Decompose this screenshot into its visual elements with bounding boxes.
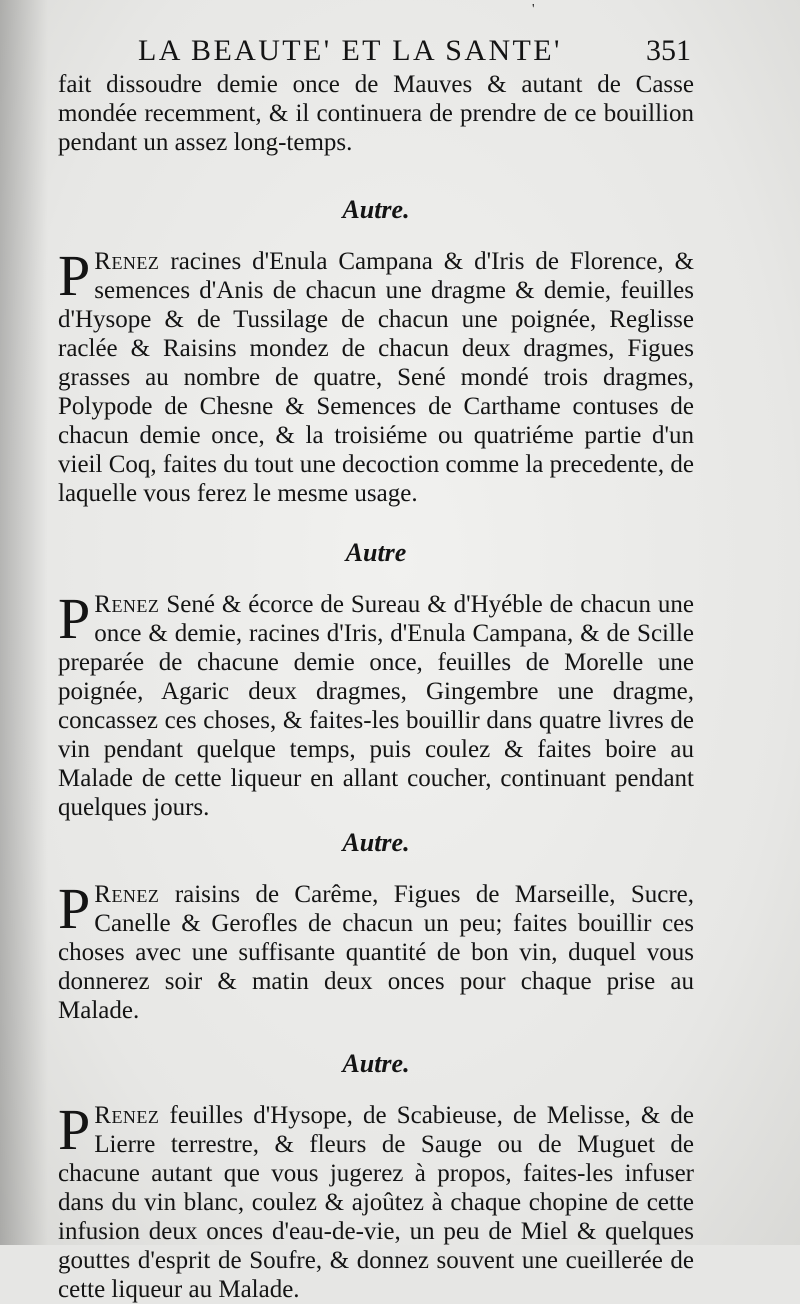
recipe-lead-word: Renez [94, 591, 160, 618]
recipe-1 [58, 195, 694, 508]
recipe-body: racines d'Enula Campana & d'Iris de Florence, & semences d'Anis de chacun une dragme & demie, feuilles d'Hysope & de Tussilage de chacun une poignée, Reglisse raclée & Raisins mondez de chacun deux dragmes, Figues grasses au nombre de quatre, Sené mondé trois dragmes, Polypode de Chesne & Semences de Carthame contuses de chacun demie once, & la troisiéme ou quatriéme partie d'un vieil Coq, faites du tout une decoction comme la precedente, de laquelle vous ferez le mesme usage. [58, 248, 695, 507]
recipe-lead-word: Renez [94, 1102, 160, 1129]
section-title: Autre. [342, 195, 410, 224]
recipe-text: P Renez racines d'Enula Campana & d'Iris de Florence, & semences d'Anis de chacun une dragme & demie, feuilles d'Hysope & de Tussilage de chacun une poignée, Reglisse raclée & Raisins mondez de chacun deux dragmes, Figues grasses au nombre de quatre, Sené mondé trois dragmes, Polypode de Chesne & Semences de Carthame contuses de chacun demie once, & la troisiéme ou quatriéme partie d'un vieil Coq, faites du tout une decoction comme la precedente, de laquelle vous ferez le mesme usage. [58, 243, 695, 507]
section-title: Autre [345, 538, 407, 567]
binding-shadow [0, 0, 48, 1245]
recipe-lead-word: Renez [94, 248, 160, 275]
recipe-text: P Renez raisins de Carême, Figues de Marseille, Sucre, Canelle & Gerofles de chacun un peu; faites bouillir ces choses avec une suffisante quantité de bon vin, duquel vous donnerez soir & matin deux onces pour chaque prise au Malade. [58, 876, 695, 1024]
page-body [58, 70, 694, 1304]
recipe-3 [58, 828, 694, 1025]
section-title: Autre. [342, 1049, 410, 1078]
continuation-text: fait dissoudre demie once de Mauves & autant de Casse mondée recemment, & il continuera de prendre de ce bouillion pendant un assez long-temps. [58, 71, 694, 156]
continuation-paragraph [58, 70, 694, 157]
recipe-text: P Renez Sené & écorce de Sureau & d'Hyéble de chacun une once & demie, racines d'Iris, d'Enula Campana, & de Scille preparée de chacune demie once, feuilles de Morelle une poignée, Agaric deux dragmes, Gingembre une dragme, concassez ces choses, & faites-les bouillir dans quatre livres de vin pendant quelque temps, puis coulez & faites boire au Malade de cette liqueur en allant coucher, continuant pendant quelques jours. [58, 586, 694, 821]
margin-mark: ' [532, 2, 535, 17]
recipe-body: Sené & écorce de Sureau & d'Hyéble de chacun une once & demie, racines d'Iris, d'Enula Campana, & de Scille preparée de chacune demie once, feuilles de Morelle une poignée, Agaric deux dragmes, Gingembre une dragme, concassez ces choses, & faites-les bouillir dans quatre livres de vin pendant quelque temps, puis coulez & faites boire au Malade de cette liqueur en allant coucher, continuant pendant quelques jours. [58, 591, 694, 821]
recipe-body: raisins de Carême, Figues de Marseille, Sucre, Canelle & Gerofles de chacun un peu; faites bouillir ces choses avec une suffisante quantité de bon vin, duquel vous donnerez soir & matin deux onces pour chaque prise au Malade. [58, 881, 695, 1024]
page-header [0, 34, 800, 74]
recipe-body: feuilles d'Hysope, de Scabieuse, de Melisse, & de Lierre terrestre, & fleurs de Sauge ou de Muguet de chacune autant que vous jugerez à propos, faites-les infuser dans du vin blanc, coulez & ajoûtez à chaque chopine de cette infusion deux onces d'eau-de-vie, un peu de Miel & quelques gouttes d'esprit de Soufre, & donnez souvent une cueillerée de cette liqueur au Malade. [58, 1102, 694, 1303]
recipe-lead-word: Renez [94, 881, 160, 908]
running-title: LA BEAUTE' ET LA SANTE' [138, 34, 562, 67]
page-number: 351 [646, 34, 691, 67]
recipe-text: P Renez feuilles d'Hysope, de Scabieuse, de Melisse, & de Lierre terrestre, & fleurs de Sauge ou de Muguet de chacune autant que vous jugerez à propos, faites-les infuser dans du vin blanc, coulez & ajoûtez à chaque chopine de cette infusion deux onces d'eau-de-vie, un peu de Miel & quelques gouttes d'esprit de Soufre, & donnez souvent une cueillerée de cette liqueur au Malade. [58, 1097, 694, 1303]
section-title: Autre. [342, 828, 410, 857]
recipe-4 [58, 1049, 694, 1304]
recipe-2 [58, 538, 694, 822]
